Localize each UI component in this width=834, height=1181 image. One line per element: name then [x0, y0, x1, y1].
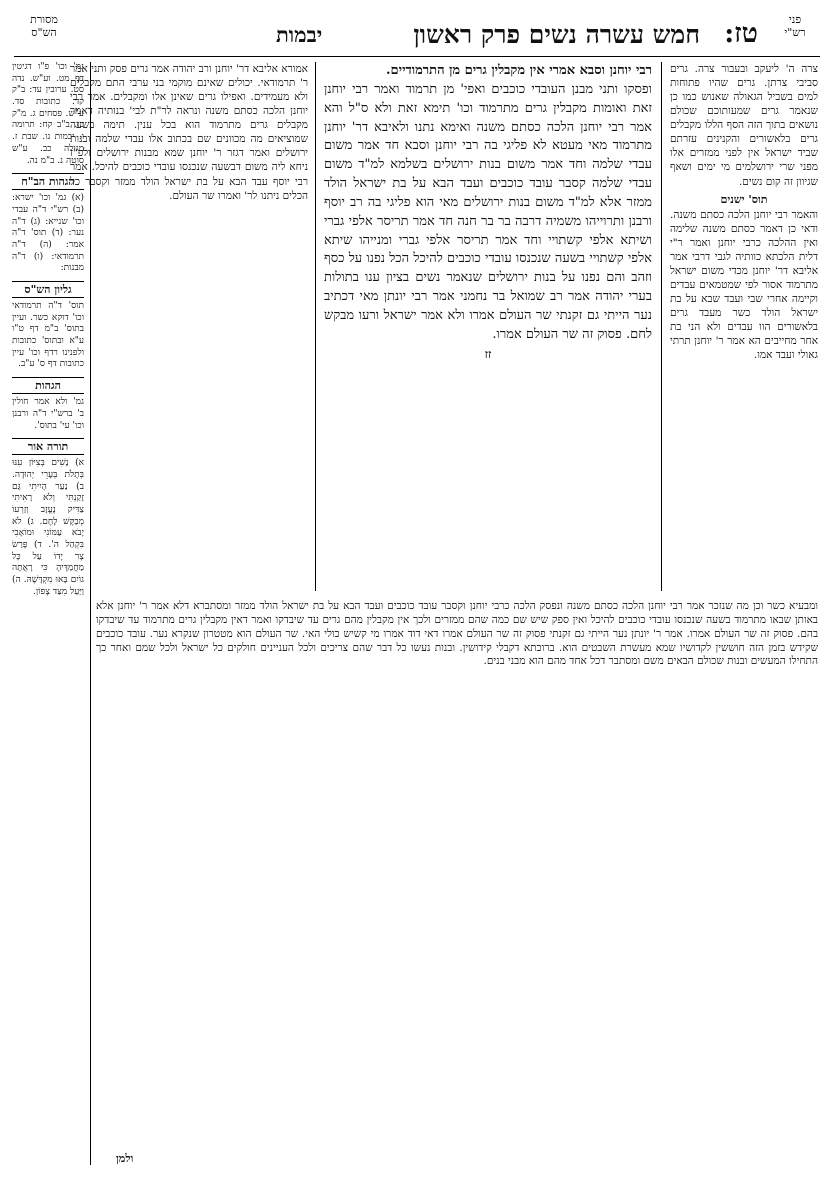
rashi-right-text: צרה ה' ליעקב ובעבור צרה. גרים סביבי צרתן. גרים שהיו פתוחות למים בשביל הגאולה שאנוש כמו כן שנאמר גרים שמעותוכם שכולם נושאים בתוך הזה הסף הללו מקבלים גרים בלאשורים והקנינים עזרתם שביד ישראל אין לפני ממזרים אלו מפני שרי ירושלמים מי ימים ושאף שגיוון זה קום נשים. [670, 63, 818, 188]
page-number: טז: [724, 18, 758, 49]
masoret-hashas-text: גמ' וכו' פ"ו דגיטין דף מט. וע"ש. נדה סט. ערובין עד: ב"ק קד. כתובות סד. ע"ש. פסחים ג. מ"ק כו. ב"ב קח: תרומה ו. יבמות נו. שבת ז. מגילה כב. ע"ש סוטה נ. ב"מ נה. [12, 62, 84, 166]
tosafot-column [70, 62, 308, 587]
page-header [14, 10, 820, 57]
header-corner-right: פני רש"י [784, 13, 806, 39]
hagahot-heading: הגהות [12, 377, 84, 394]
gilyon-hashas-text: תוס' ד"ה תרמודאי וכו' דוקא כשר. ועיין בתוס' ב"מ דף ט"ו ע"א ובתוס' כתובות ולפנינו רדף וכו' עיין כתובות דף ס' ע"ב. [12, 301, 84, 370]
tosafot-yeshanim-text: והאמר רבי יוחנן הלכה כסתם משנה. ודאי כן דאמר כסתם משנה שלימה ואין ההלכה כרבי יוחנן ואמר ר"י דלית הלכתא כוותיה לגבי דרבי אמר אליבא דר' יוחנן מכדי משום ישראל מתרמוד אסור לפי שמטמאים עבדים וקיימה אחרי שבי ועבד שבא על בת ישראל הולד כשר מעבד גרים בלאשורים הוו עבדים ולא הני בת אחר מחייבים הא אמר ר' יוחנן תרתי גאולי ועבד אמו. [670, 208, 818, 362]
torah-or-text: א) נָשִׁים בְּצִיּוֹן עִנּוּ בְּתֻלֹת בְּעָרֵי יְהוּדָה. ב) נַעַר הָיִיתִי גַּם זָקַנְתִּי וְלֹא רָאִיתִי צַדִּיק נֶעֱזָב וְזַרְעוֹ מְבַקֶּשׁ לָחֶם. ג) לֹא יָבֹא עַמּוֹנִי וּמוֹאָבִי בִּקְהַל ה'. ד) פָּרַשׂ צָר יָדוֹ עַל כָּל מַחֲמַדֶּיהָ כִּי רָאֲתָה גוֹיִם בָּאוּ מִקְדָּשָׁהּ. ה) וַיַּעַל מִצַּד צָפוֹן. [12, 458, 84, 597]
hagahot-habach-heading: הגהות הב"ח [12, 173, 84, 190]
tractate-name: יבמות [276, 22, 323, 47]
gemara-text: ופסקו ותני מבנן העובדי כוכבים ואפי' מן תרמוד ואמר רבי יוחנן זאת ואומות מקבלין גרים מתרמוד וכו' תימא זאת ולא ס"ל והא אמר רבי יוחנן הלכה כסתם משנה ואימא נתנו ולאיבא דר' יוחנן מתרמוד מאי מעטא לא פליגי בה רבי יוחנן וסבא חד אמר משום עבדי שלמה וחד אמר משום בנות ירושלים בשלמא למ"ד משום עבדי שלמה קסבר עובד כוכבים ועבד הבא על בת ישראל הולד ממזר אלא למ"ד משום בנות ירושלים מאי הוא פליגי בה רב יוסף ורבנן ותרוייהו משמיה דרבה בר בר חנה חד אמר תריסר אלפי גברי ושיתא אלפי קשתויי וחד אמר תריסר אלפי גברי ומנייהו שיתא אלפי קשתויי בשעה שנכנסו עובדי כוכבים להיכל הכל נפנו על כסף וזהב והם נפנו על בנות ירושלים שנאמר נשים בציון ענו בתולות בערי יהודה אמר רב שמואל בר נחמני אמר רבי יונתן מאי דכתיב נער הייתי גם זקנתי שר העולם אמרו ולא אמר ישראל ורעו מבקש לחם. פסוק זה שר העולם אמרו. [324, 81, 652, 342]
bottom-commentary-text: ומבעיא כשר וכן מה שנזכר אמר רבי יוחנן הלכה כסתם משנה ונפסק הלכה כרבי יוחנן וקסבר עובד כוכבים ועבד הבא על בת ישראל הולד ממזר ומסתברא דלא אמר ר' יוחנן אלא באותן שבאו מתרמוד בשעה שנכנסו עובדי כוכבים להיכל ואין ספק שיש שם כמה שהם ממזרים ולכך אין מקבלין מהם גרים עד שיבדקו ואמר דאין מקבלין גרים מתרמוד עד שיבדקו בהם. פסוק זה שר העולם אמרו. אמר ר' יונתן נער הייתי גם זקנתי פסוק זה שר העולם אמרו דאי דוד אמרו מי קשיש כולי האי. שר העולם הוא מטטרון שנקרא נער. עובד כוכבים שקידש בזמן הזה חוששין לקדושיו שמא מעשרת השבטים הוא. ברוכתא דקבלי קידושין. ובנות נעשו כל דבר שהם צריכים ולכל העניינים חולקים כל ישראל ולכל שמם ואחר כך התחילו המעשים ובנות שכולם הבאים משם ומסתבר דכל אחד מהם הוא מבני בנים. [96, 600, 818, 668]
catchword: ולמן [116, 1152, 134, 1165]
torah-or-heading: תורה אור [12, 438, 84, 455]
rashi-right-column [670, 62, 818, 592]
gilyon-hashas-heading: גליון הש"ס [12, 281, 84, 298]
chapter-title: חמש עשרה נשים פרק ראשון [413, 20, 700, 49]
gemara-opening: רבי יוחנן וסבא אמרי אין מקבלין גרים מן התרמודיים. [386, 63, 652, 78]
tosafot-text: אמורא אליבא דר' יוחנן ורב יהודה אמר גרים פסק ותני אמר ר' תרמודאי. יכולים שאינם מוקמי בני ערבי התם מקבלים ולא מעמידים. ואפילו גרים שאינן אלו ומקבלים. אמר רבי יוחנן הלכה כסתם משנה ונראה לר"ת לבי' בנותיה דאמר מקבלים גרים מתרמוד הוא בכל ענין. תימה בשעה שמוציאים מה מכוונים שם בכתוב אלו עבדי שלמה ובנות ירושלים ואמר דגזר ר' יוחנן שמא מבנות ירושלים ולפ"ז ניחא ליה משום דבשעה שנכנסו עובדי כוכבים להיכל. אמר רבי יוסף עבד הבא על בת ישראל הולד ממזר וקסבר כל הכלים ניתנו לר' ואמרו שר העולם. [70, 63, 308, 202]
column-divider [661, 62, 662, 591]
hagahot-text: גמ' ולא אמר חולין ב' ברש"י ד"ה ורבנן וכו' עי' בתוס'. [12, 397, 84, 431]
gemara-column [324, 62, 652, 587]
sidebar-column [12, 62, 84, 1162]
column-divider [315, 62, 316, 591]
header-corner-left: מסורת הש"ס [30, 13, 58, 39]
tosafot-yeshanim-heading: תוס' ישנים [720, 192, 768, 206]
bottom-commentary [96, 600, 818, 1141]
hagahot-habach-text: (א) גמ' וכו' ישרא: (ב) רש"י ד"ה עבדי וכו' שנייא: (ג) ד"ה נער: (ד) תוס' ד"ה אמר: (ה) ד"ה תרמודאי: (ו) ד"ה מבנות: [12, 193, 84, 274]
gemara-end-mark: זז [484, 346, 492, 361]
